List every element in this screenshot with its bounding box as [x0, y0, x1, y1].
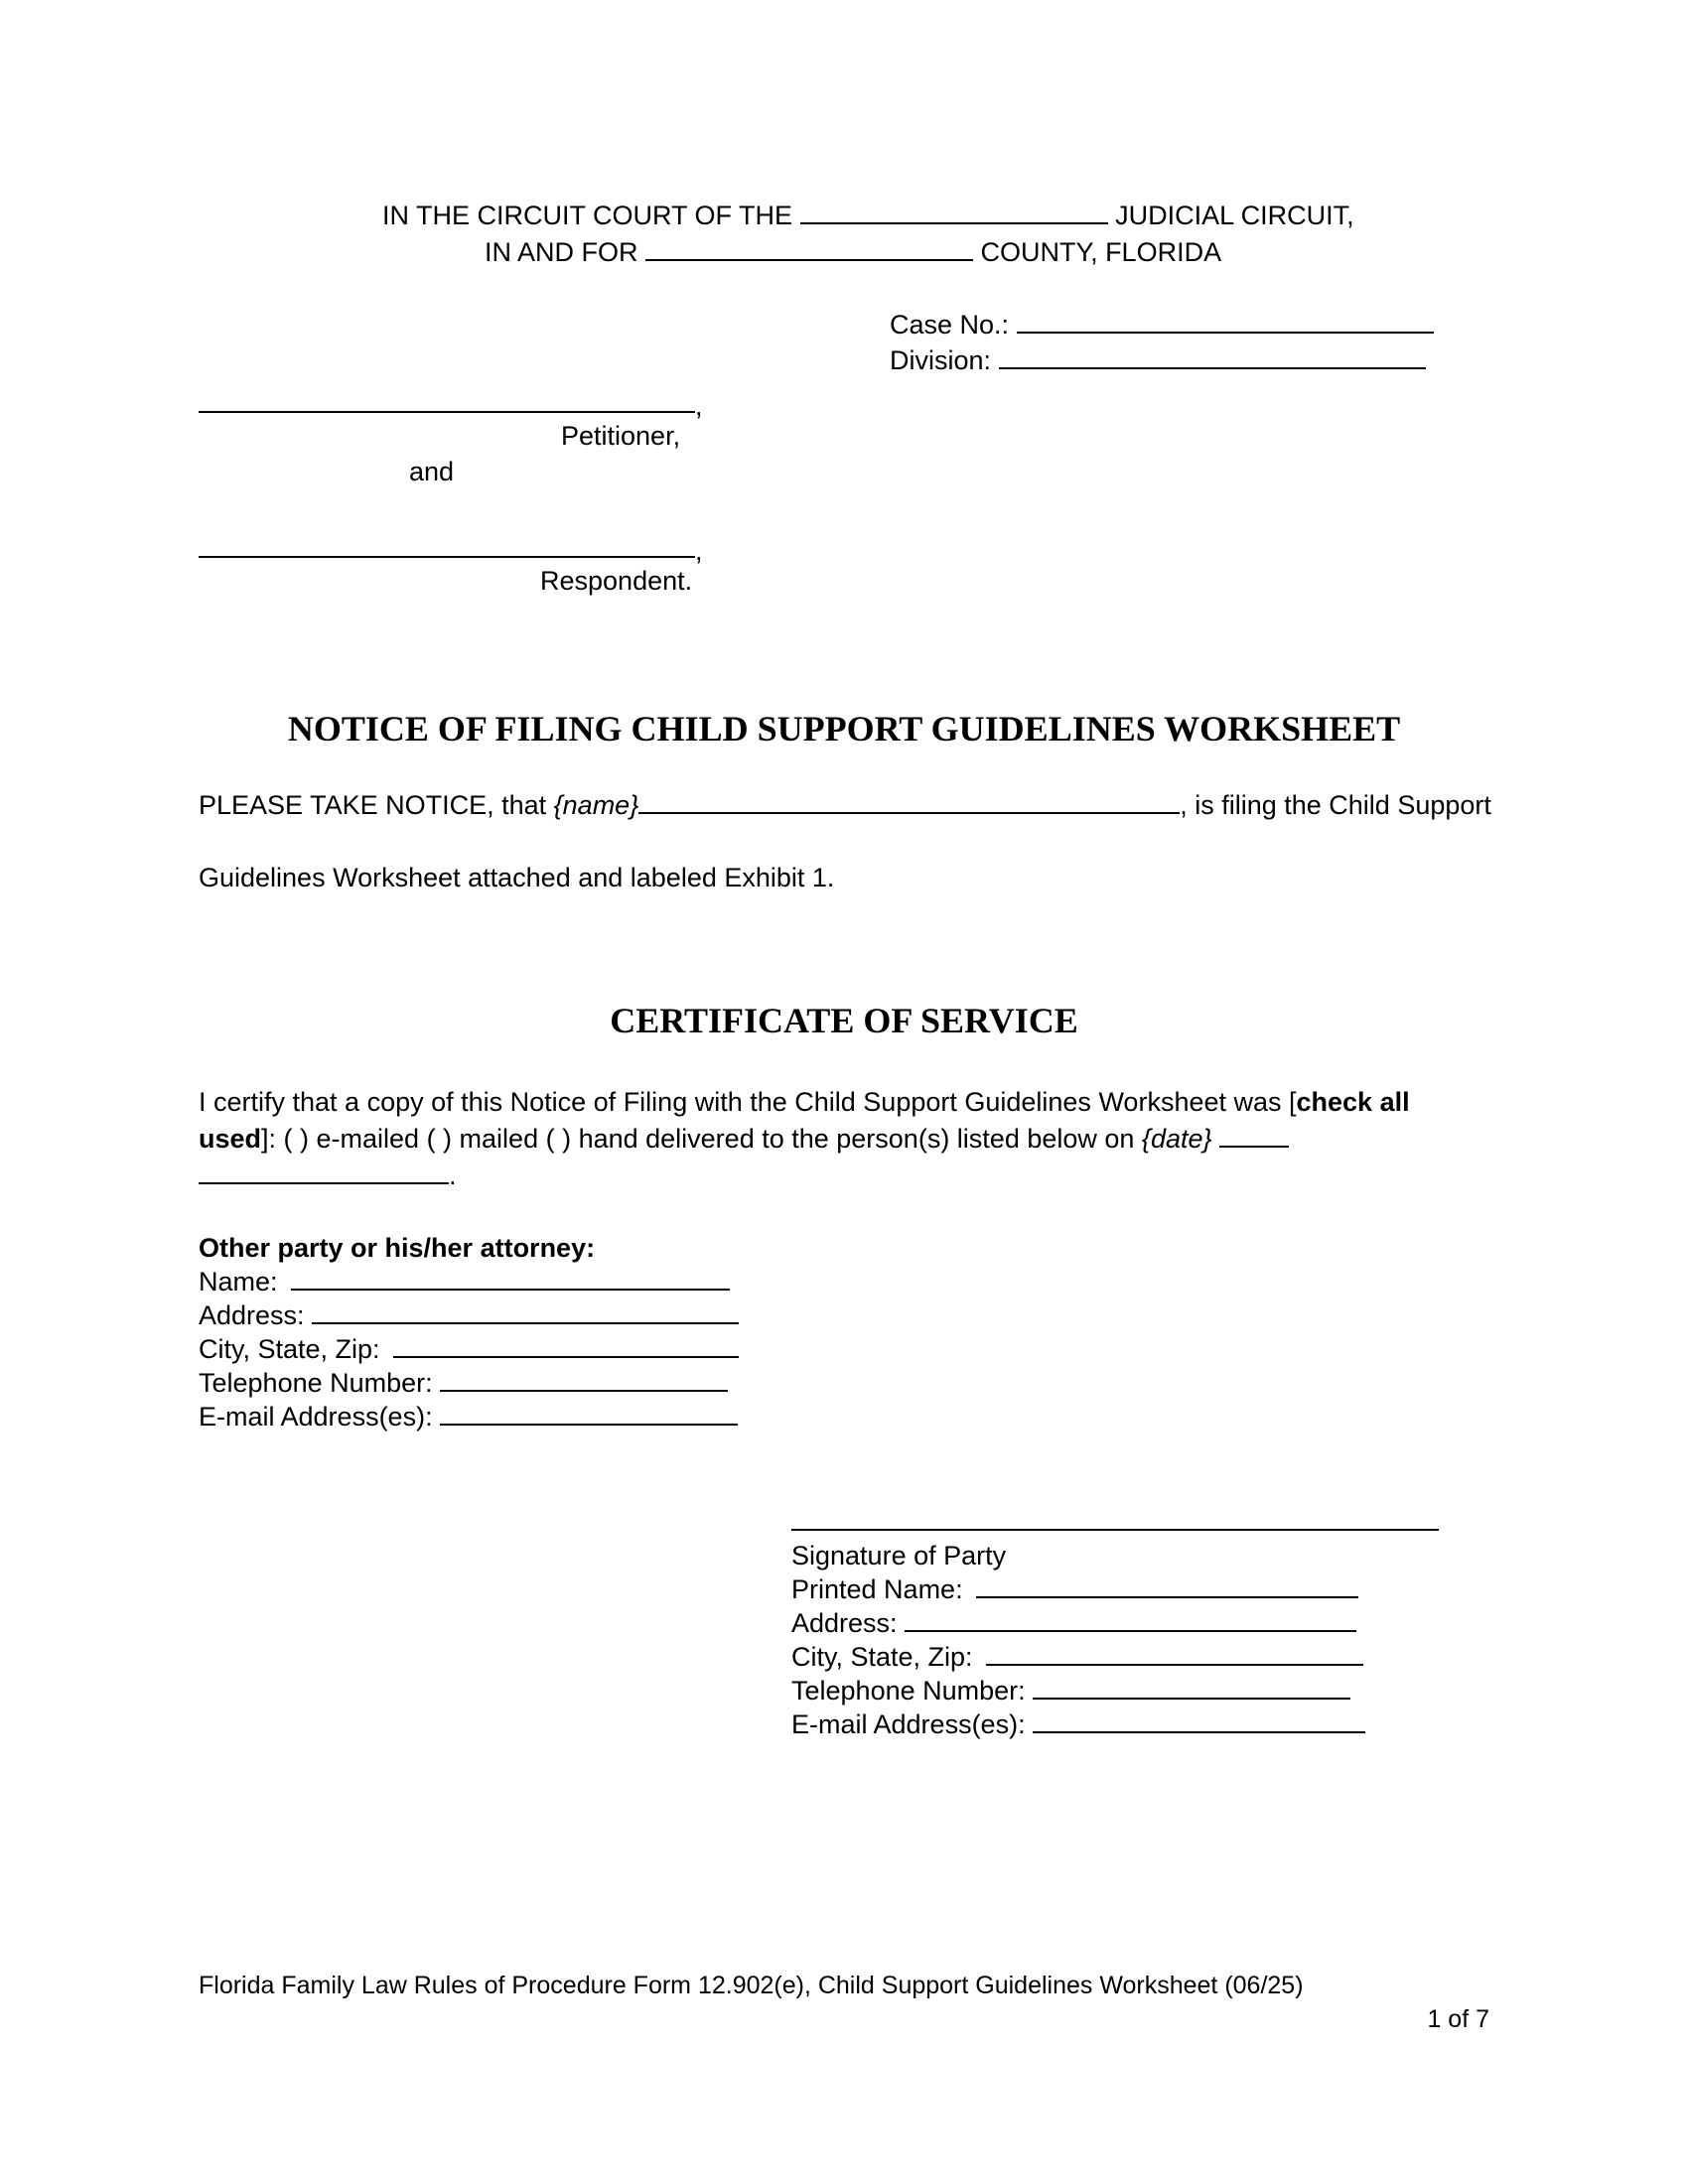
other-party-email-label: E-mail Address(es):: [199, 1402, 433, 1432]
other-party-email-row: [199, 1404, 738, 1431]
case-number-blank[interactable]: [1017, 331, 1434, 334]
printed-name-label: Printed Name:: [791, 1574, 963, 1604]
other-party-name-label: Name:: [199, 1267, 278, 1297]
filer-name-blank[interactable]: [638, 811, 1180, 814]
county-line: [485, 239, 1221, 266]
notice-line-2: Guidelines Worksheet attached and labeled Exhibit 1.: [199, 863, 835, 892]
other-party-city-label: City, State, Zip:: [199, 1334, 380, 1364]
signer-phone-row: [791, 1678, 1350, 1705]
signer-phone-label: Telephone Number:: [791, 1676, 1026, 1706]
certificate-prefix: I certify that a copy of this Notice of Filing with the Child Support Guidelines Worksheet was [: [199, 1087, 1297, 1117]
date-blank-part-1[interactable]: [1219, 1122, 1289, 1148]
court-line: [382, 203, 1354, 229]
printed-name-row: [791, 1576, 1358, 1603]
signer-email-label: E-mail Address(es):: [791, 1709, 1026, 1739]
respondent-blank[interactable]: [199, 556, 695, 558]
other-party-city-row: [199, 1336, 739, 1363]
other-party-phone-row: [199, 1370, 728, 1397]
date-blank-part-2[interactable]: [199, 1159, 449, 1184]
printed-name-blank[interactable]: [976, 1595, 1358, 1598]
county-prefix: IN AND FOR: [485, 237, 638, 267]
certificate-service-methods: ]: ( ) e-mailed ( ) mailed ( ) hand delivered to the person(s) listed below on: [261, 1124, 1142, 1154]
notice-line-1: [199, 792, 1491, 819]
other-party-name-blank[interactable]: [291, 1288, 730, 1291]
notice-prefix: PLEASE TAKE NOTICE, that: [199, 790, 554, 820]
page-number: 1 of 7: [1427, 2005, 1489, 2033]
court-suffix: JUDICIAL CIRCUIT,: [1115, 201, 1354, 230]
respondent-comma: ,: [695, 536, 703, 566]
respondent-label: Respondent.: [540, 566, 693, 596]
other-party-phone-label: Telephone Number:: [199, 1368, 433, 1398]
other-party-phone-blank[interactable]: [440, 1389, 728, 1392]
county-blank[interactable]: [645, 258, 973, 261]
signer-email-blank[interactable]: [1033, 1730, 1365, 1733]
form-citation: Florida Family Law Rules of Procedure Form 12.902(e), Child Support Guidelines Worksheet (06/25): [199, 1972, 1304, 1999]
other-party-email-blank[interactable]: [440, 1423, 738, 1426]
other-party-heading: Other party or his/her attorney:: [199, 1233, 596, 1263]
signature-line[interactable]: [791, 1529, 1439, 1531]
other-party-name-row: [199, 1269, 730, 1296]
signer-city-label: City, State, Zip:: [791, 1642, 973, 1672]
signer-address-blank[interactable]: [905, 1629, 1356, 1632]
signer-city-row: [791, 1644, 1363, 1671]
signer-email-row: [791, 1711, 1365, 1738]
signature-label: Signature of Party: [791, 1541, 1007, 1570]
other-party-address-label: Address:: [199, 1300, 305, 1330]
division-row: [890, 347, 1426, 374]
case-no-label: Case No.:: [890, 310, 1010, 340]
division-blank[interactable]: [999, 366, 1426, 369]
date-placeholder: {date}: [1141, 1124, 1212, 1154]
circuit-blank[interactable]: [800, 221, 1108, 224]
signer-address-label: Address:: [791, 1608, 898, 1638]
signer-address-row: [791, 1610, 1356, 1637]
signer-phone-blank[interactable]: [1033, 1697, 1350, 1700]
petitioner-label: Petitioner,: [561, 421, 681, 451]
name-placeholder: {name}: [553, 790, 639, 820]
other-party-city-blank[interactable]: [393, 1355, 739, 1358]
county-suffix: COUNTY, FLORIDA: [980, 237, 1222, 267]
division-label: Division:: [890, 345, 992, 375]
other-party-address-blank[interactable]: [312, 1321, 739, 1324]
other-party-address-row: [199, 1302, 739, 1329]
notice-title: NOTICE OF FILING CHILD SUPPORT GUIDELINES WORKSHEET: [287, 709, 1401, 749]
case-number-row: [890, 312, 1434, 339]
certificate-text: [199, 1084, 1470, 1194]
check-all-used: check all used: [199, 1087, 1410, 1154]
certificate-title: CERTIFICATE OF SERVICE: [610, 1001, 1078, 1040]
certificate-period: .: [449, 1160, 457, 1190]
notice-suffix: , is filing the Child Support: [1180, 790, 1491, 820]
petitioner-blank[interactable]: [199, 411, 695, 413]
petitioner-comma: ,: [695, 391, 703, 421]
and-label: and: [409, 457, 455, 486]
court-prefix: IN THE CIRCUIT COURT OF THE: [382, 201, 793, 230]
signer-city-blank[interactable]: [986, 1663, 1363, 1666]
